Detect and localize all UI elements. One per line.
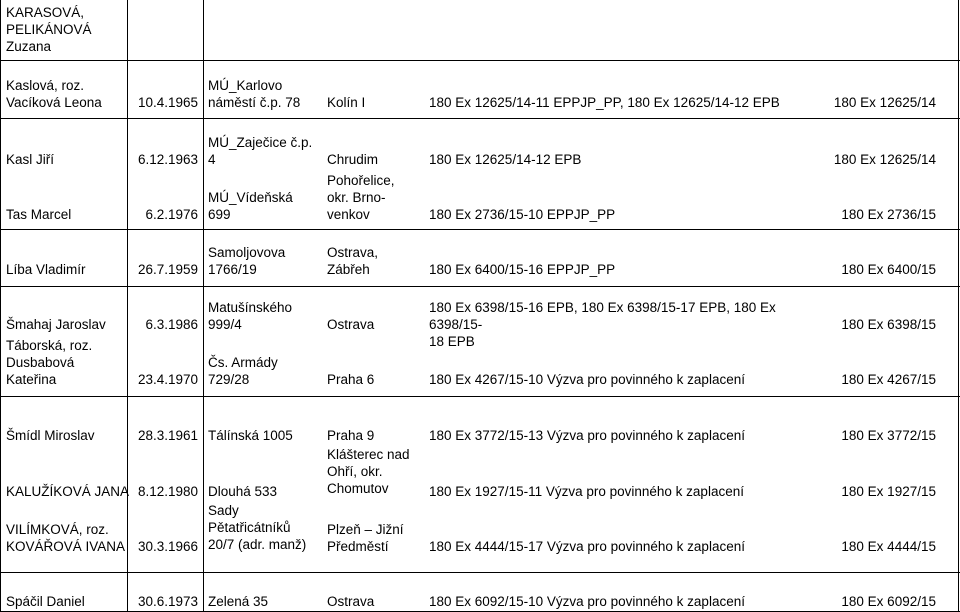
row-7-file-main: 180 Ex 3772/15 — [841, 428, 936, 443]
row-3-name: Tas Marcel — [6, 207, 72, 222]
row-6-name: Táborská, roz. Dusbabová Kateřina — [6, 338, 93, 387]
row-7-dob: 28.3.1961 — [137, 428, 198, 443]
row-2-street: MÚ_Zaječice č.p. 4 — [208, 135, 313, 167]
row-4-dob: 26.7.1959 — [137, 262, 198, 277]
row-3-file-main: 180 Ex 2736/15 — [841, 207, 936, 222]
row-6-file-main: 180 Ex 4267/15 — [841, 372, 936, 387]
grid-line — [0, 286, 960, 287]
row-8-files: 180 Ex 1927/15-11 Výzva pro povinného k zaplacení — [429, 484, 744, 499]
row-8-city: Klášterec nad Ohří, okr. Chomutov — [327, 447, 410, 496]
row-0-name: KARASOVÁ, PELIKÁNOVÁ Zuzana — [6, 5, 92, 54]
grid-line — [203, 0, 204, 612]
row-10-name: Spáčil Daniel — [6, 594, 85, 609]
row-5-name: Šmahaj Jaroslav — [6, 317, 106, 332]
row-3-city: Pohořelice, okr. Brno- venkov — [327, 173, 395, 222]
row-9-file-main: 180 Ex 4444/15 — [841, 539, 936, 554]
row-10-dob: 30.6.1973 — [137, 594, 198, 609]
row-1-street: MÚ_Karlovo náměstí č.p. 78 — [208, 78, 301, 110]
row-2-dob: 6.12.1963 — [137, 152, 198, 167]
row-7-name: Šmídl Miroslav — [6, 428, 95, 443]
row-9-dob: 30.3.1966 — [137, 539, 198, 554]
row-5-city: Ostrava — [327, 317, 375, 332]
grid-line — [958, 0, 959, 612]
row-8-dob: 8.12.1980 — [137, 484, 198, 499]
row-3-files: 180 Ex 2736/15-10 EPPJP_PP — [429, 207, 616, 222]
row-2-files: 180 Ex 12625/14-12 EPB — [429, 152, 582, 167]
row-9-city: Plzeň – Jižní Předměstí — [327, 522, 404, 554]
row-1-files: 180 Ex 12625/14-11 EPPJP_PP, 180 Ex 12625/14-12 EPB — [429, 95, 780, 110]
row-1-city: Kolín I — [327, 95, 366, 110]
row-2-city: Chrudim — [327, 152, 379, 167]
row-5-files: 180 Ex 6398/15-16 EPB, 180 Ex 6398/15-17 EPB, 180 Ex 6398/15- 18 EPB — [429, 300, 776, 349]
row-1-dob: 10.4.1965 — [137, 95, 198, 110]
row-3-dob: 6.2.1976 — [145, 207, 198, 222]
row-4-street: Samoljovova 1766/19 — [208, 245, 286, 277]
grid-line — [0, 118, 960, 119]
row-10-files: 180 Ex 6092/15-10 Výzva pro povinného k zaplacení — [429, 594, 745, 609]
grid-line — [0, 0, 1, 612]
row-6-dob: 23.4.1970 — [137, 372, 198, 387]
row-10-city: Ostrava — [327, 594, 375, 609]
row-9-files: 180 Ex 4444/15-17 Výzva pro povinného k zaplacení — [429, 539, 745, 554]
row-10-street: Zelená 35 — [208, 594, 269, 609]
row-8-street: Dlouhá 533 — [208, 484, 278, 499]
row-9-name: VILÍMKOVÁ, roz. KOVÁŘOVÁ IVANA — [6, 522, 126, 554]
row-8-file-main: 180 Ex 1927/15 — [841, 484, 936, 499]
row-10-file-main: 180 Ex 6092/15 — [841, 594, 936, 609]
row-2-file-main: 180 Ex 12625/14 — [833, 152, 936, 167]
row-3-street: MÚ_Vídeňská 699 — [208, 190, 293, 222]
row-4-city: Ostrava, Zábřeh — [327, 245, 379, 277]
row-7-street: Tálínská 1005 — [208, 428, 293, 443]
row-6-city: Praha 6 — [327, 372, 375, 387]
row-4-file-main: 180 Ex 6400/15 — [841, 262, 936, 277]
row-5-dob: 6.3.1986 — [145, 317, 198, 332]
row-7-files: 180 Ex 3772/15-13 Výzva pro povinného k zaplacení — [429, 428, 745, 443]
grid-line — [0, 572, 960, 573]
row-6-street: Čs. Armády 729/28 — [208, 355, 278, 387]
row-9-street: Sady Pětatřicátníků 20/7 (adr. manž) — [208, 503, 307, 552]
grid-line — [0, 396, 960, 397]
row-8-name: KALUŽÍKOVÁ JANA — [6, 484, 130, 499]
row-5-street: Matušínského 999/4 — [208, 300, 293, 332]
row-4-files: 180 Ex 6400/15-16 EPPJP_PP — [429, 262, 616, 277]
row-6-files: 180 Ex 4267/15-10 Výzva pro povinného k zaplacení — [429, 372, 745, 387]
grid-line — [0, 60, 960, 61]
row-1-file-main: 180 Ex 12625/14 — [833, 95, 936, 110]
grid-line — [0, 229, 960, 230]
row-5-file-main: 180 Ex 6398/15 — [841, 317, 936, 332]
row-1-name: Kaslová, roz. Vacíková Leona — [6, 78, 102, 110]
row-2-name: Kasl Jiří — [6, 152, 55, 167]
row-4-name: Líba Vladimír — [6, 262, 86, 277]
row-7-city: Praha 9 — [327, 428, 375, 443]
